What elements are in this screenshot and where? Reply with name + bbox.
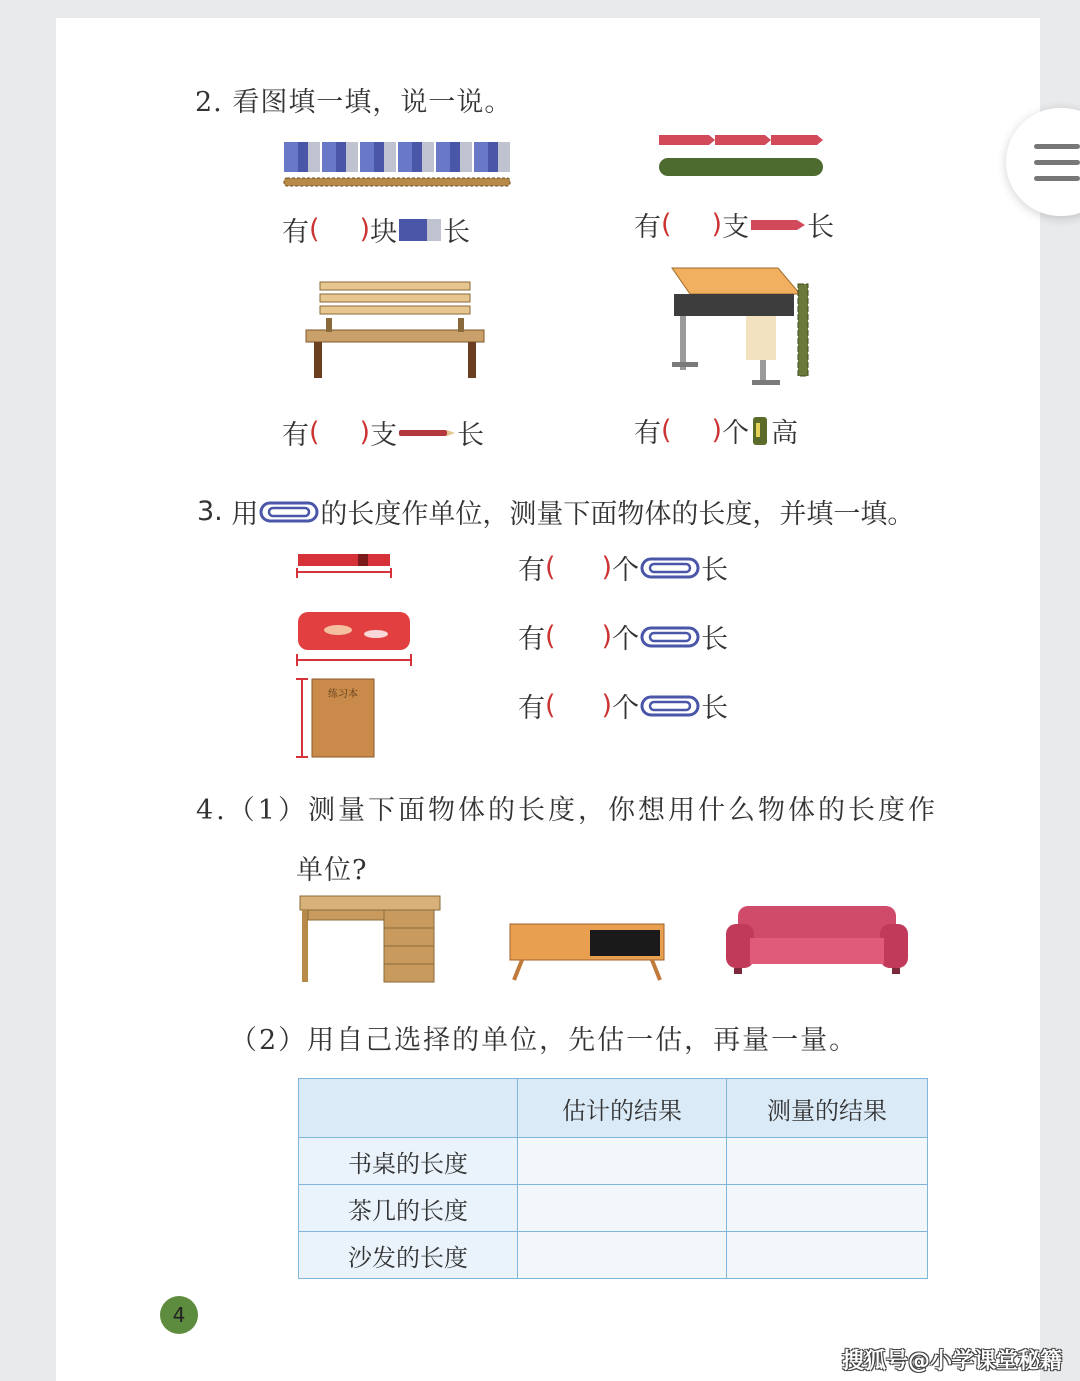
crayon-row (659, 135, 823, 145)
measured-cell[interactable] (727, 1232, 928, 1279)
page-number-badge: 4 (160, 1296, 198, 1334)
writing-desk-image (298, 892, 442, 986)
table-header-corner (299, 1079, 518, 1138)
paperclip-icon (639, 624, 701, 650)
table-header-measured: 测量的结果 (727, 1079, 928, 1138)
hamburger-line (1034, 160, 1080, 165)
q4-part1-line2: 单位? (296, 855, 368, 886)
measured-cell[interactable] (727, 1185, 928, 1232)
estimate-cell[interactable] (518, 1185, 727, 1232)
q3-row-3: 有 ( ) 个 长 (518, 690, 729, 724)
coffee-table-image (508, 920, 668, 984)
glue-stick-icon (749, 415, 771, 447)
q3-title: 3. 用 的长度作单位，测量下面物体的长度，并填一填。 (197, 496, 915, 530)
crayon-icon (749, 215, 807, 235)
table-row (299, 1232, 928, 1279)
eraser-row (284, 142, 510, 172)
paperclip-icon (258, 499, 320, 525)
eraser-icon (397, 217, 443, 243)
measured-cell[interactable] (727, 1138, 928, 1185)
rope (284, 178, 510, 186)
bench-image (300, 278, 490, 382)
hamburger-line (1034, 176, 1080, 181)
q2-item-3: 有 ( ) 支 长 (282, 417, 485, 451)
q2-title: 2. 看图填一填，说一说。 (195, 87, 513, 118)
cucumber (659, 158, 823, 176)
measurement-table (298, 1078, 928, 1279)
row-label: 书桌的长度 (299, 1138, 518, 1185)
school-desk-image (660, 262, 810, 394)
red-ruler-image (294, 548, 396, 582)
row-label: 沙发的长度 (299, 1232, 518, 1279)
paperclip-icon (639, 693, 701, 719)
paperclip-icon (639, 555, 701, 581)
hamburger-line (1034, 144, 1080, 149)
q2-item-1: 有 ( ) 块 长 (282, 214, 471, 248)
estimate-cell[interactable] (518, 1138, 727, 1185)
estimate-cell[interactable] (518, 1232, 727, 1279)
q3-row-2: 有 ( ) 个 长 (518, 621, 729, 655)
watermark: 搜狐号@小学课堂秘籍 (842, 1349, 1063, 1374)
table-row (299, 1185, 928, 1232)
pencil-icon (397, 425, 457, 441)
table-row (299, 1138, 928, 1185)
sofa-image (724, 902, 910, 976)
crayons-and-cucumber-image (655, 130, 827, 182)
erasers-and-rope-image (280, 138, 520, 194)
book-label: 练习本 (328, 689, 358, 700)
table-header-row (299, 1079, 928, 1138)
q3-row-1: 有 ( ) 个 长 (518, 552, 729, 586)
row-label: 茶几的长度 (299, 1185, 518, 1232)
pencil-case-image (294, 608, 416, 668)
table-header-estimate: 估计的结果 (518, 1079, 727, 1138)
q2-item-4: 有 ( ) 个 高 (634, 415, 799, 449)
exercise-book-image (294, 675, 380, 761)
q4-part2: （2）用自己选择的单位，先估一估，再量一量。 (230, 1025, 859, 1056)
q2-item-2: 有 ( ) 支 长 (634, 209, 835, 243)
q4-part1-line1: 4.（1）测量下面物体的长度，你想用什么物体的长度作 (196, 795, 938, 826)
